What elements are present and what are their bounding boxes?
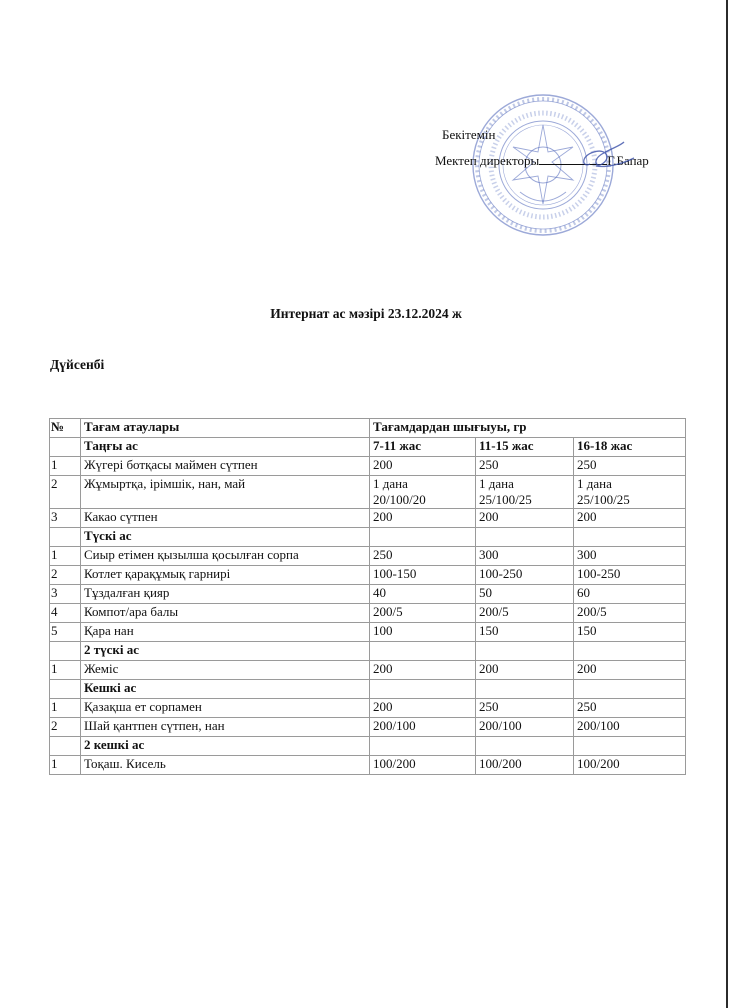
row-number: 3 xyxy=(50,509,81,528)
dish-name: Тұздалған қияр xyxy=(81,585,370,604)
document-title: Интернат ас мәзірі 23.12.2024 ж xyxy=(270,306,462,321)
portion-16-18: 200 xyxy=(574,509,686,528)
portion-7-11: 200 xyxy=(370,509,476,528)
dish-name: Компот/ара балы xyxy=(81,604,370,623)
table-row xyxy=(50,457,686,476)
portion-7-11: 200 xyxy=(370,661,476,680)
table-row xyxy=(50,756,686,775)
section-title: Түскі ас xyxy=(81,528,370,547)
section-title: 2 түскі ас xyxy=(81,642,370,661)
section-row xyxy=(50,528,686,547)
dish-name: Котлет қарақұмық гарнирі xyxy=(81,566,370,585)
age-header: 11-15 жас xyxy=(476,438,574,457)
portion-7-11: 100 xyxy=(370,623,476,642)
portion-11-15: 250 xyxy=(476,699,574,718)
row-number: 2 xyxy=(50,566,81,585)
section-title: 2 кешкі ас xyxy=(81,737,370,756)
portion-11-15: 100-250 xyxy=(476,566,574,585)
table-row xyxy=(50,699,686,718)
row-number: 5 xyxy=(50,623,81,642)
portion-16-18: 60 xyxy=(574,585,686,604)
portion-11-15: 200/100 xyxy=(476,718,574,737)
day-of-week: Дүйсенбі xyxy=(50,357,105,372)
dish-name: Қазақша ет сорпамен xyxy=(81,699,370,718)
table-row xyxy=(50,661,686,680)
col-num-header: № xyxy=(50,419,81,438)
portion-line: 1 дана xyxy=(577,476,612,491)
portion-7-11 xyxy=(370,476,476,509)
row-number: 2 xyxy=(50,718,81,737)
portion-16-18: 100/200 xyxy=(574,756,686,775)
menu-table xyxy=(49,418,686,775)
portion-16-18: 200/100 xyxy=(574,718,686,737)
table-row xyxy=(50,566,686,585)
section-row xyxy=(50,680,686,699)
table-row xyxy=(50,585,686,604)
dish-name: Жүгері ботқасы маймен сүтпен xyxy=(81,457,370,476)
row-number: 1 xyxy=(50,661,81,680)
table-row xyxy=(50,623,686,642)
dish-name: Тоқаш. Кисель xyxy=(81,756,370,775)
section-title: Кешкі ас xyxy=(81,680,370,699)
portion-11-15: 50 xyxy=(476,585,574,604)
row-number: 3 xyxy=(50,585,81,604)
table-header-row xyxy=(50,419,686,438)
portion-7-11: 200 xyxy=(370,699,476,718)
portion-11-15: 200/5 xyxy=(476,604,574,623)
portion-line: 25/100/25 xyxy=(577,492,630,507)
dish-name: Какао сүтпен xyxy=(81,509,370,528)
portion-11-15: 100/200 xyxy=(476,756,574,775)
table-row xyxy=(50,509,686,528)
dish-name: Жұмыртқа, ірімшік, нан, май xyxy=(81,476,370,509)
signature-icon xyxy=(572,138,642,178)
portion-line: 20/100/20 xyxy=(373,492,426,507)
table-row xyxy=(50,476,686,509)
col-output-header: Тағамдардан шығыуы, гр xyxy=(370,419,686,438)
row-number: 2 xyxy=(50,476,81,509)
portion-16-18: 100-250 xyxy=(574,566,686,585)
portion-16-18: 250 xyxy=(574,699,686,718)
portion-11-15: 200 xyxy=(476,509,574,528)
row-number: 1 xyxy=(50,756,81,775)
portion-line: 25/100/25 xyxy=(479,492,532,507)
portion-16-18 xyxy=(574,476,686,509)
dish-name: Шай қантпен сүтпен, нан xyxy=(81,718,370,737)
portion-11-15: 300 xyxy=(476,547,574,566)
section-row xyxy=(50,642,686,661)
scan-edge-line xyxy=(726,0,728,1008)
portion-11-15: 150 xyxy=(476,623,574,642)
portion-7-11: 100/200 xyxy=(370,756,476,775)
row-number: 1 xyxy=(50,457,81,476)
portion-16-18: 200/5 xyxy=(574,604,686,623)
section-row xyxy=(50,438,686,457)
portion-11-15 xyxy=(476,476,574,509)
portion-7-11: 200 xyxy=(370,457,476,476)
portion-16-18: 200 xyxy=(574,661,686,680)
portion-7-11: 200/5 xyxy=(370,604,476,623)
portion-16-18: 150 xyxy=(574,623,686,642)
row-number: 1 xyxy=(50,699,81,718)
portion-7-11: 250 xyxy=(370,547,476,566)
dish-name: Қара нан xyxy=(81,623,370,642)
dish-name: Сиыр етімен қызылша қосылған сорпа xyxy=(81,547,370,566)
table-row xyxy=(50,718,686,737)
portion-7-11: 40 xyxy=(370,585,476,604)
section-title: Таңғы ас xyxy=(81,438,370,457)
col-name-header: Тағам атаулары xyxy=(81,419,370,438)
portion-16-18: 300 xyxy=(574,547,686,566)
approve-label: Бекітемін xyxy=(442,127,496,142)
dish-name: Жеміс xyxy=(81,661,370,680)
portion-line: 1 дана xyxy=(479,476,514,491)
portion-7-11: 200/100 xyxy=(370,718,476,737)
section-row xyxy=(50,737,686,756)
portion-16-18: 250 xyxy=(574,457,686,476)
row-number: 4 xyxy=(50,604,81,623)
director-name: Г.Бапар xyxy=(607,153,649,168)
director-label: Мектеп директоры xyxy=(435,153,540,168)
age-header: 7-11 жас xyxy=(370,438,476,457)
portion-11-15: 250 xyxy=(476,457,574,476)
portion-7-11: 100-150 xyxy=(370,566,476,585)
table-row xyxy=(50,547,686,566)
portion-11-15: 200 xyxy=(476,661,574,680)
table-row xyxy=(50,604,686,623)
row-number: 1 xyxy=(50,547,81,566)
age-header: 16-18 жас xyxy=(574,438,686,457)
portion-line: 1 дана xyxy=(373,476,408,491)
